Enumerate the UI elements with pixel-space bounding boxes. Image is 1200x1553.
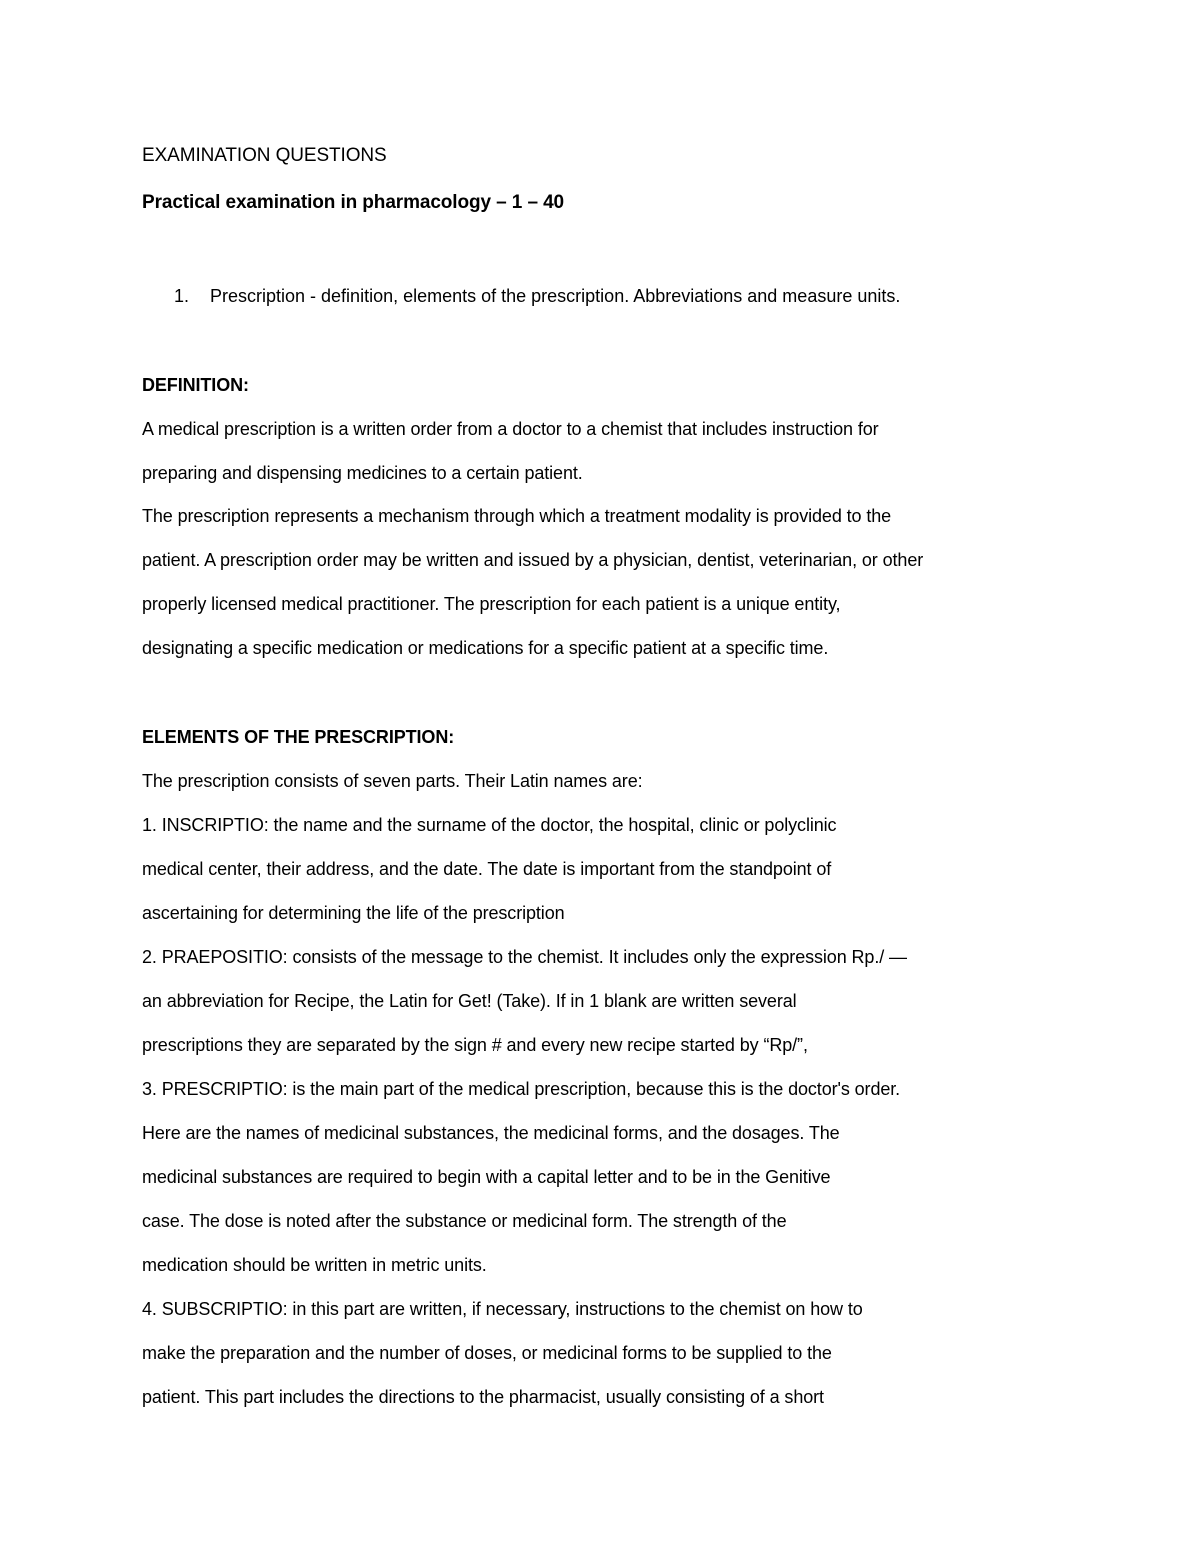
elements-line: ascertaining for determining the life of the prescription [142, 903, 565, 923]
elements-line: 3. PRESCRIPTIO: is the main part of the medical prescription, because this is the doctor's order. [142, 1079, 901, 1099]
elements-title: ELEMENTS OF THE PRESCRIPTION: [142, 727, 455, 747]
elements-line: medical center, their address, and the date. The date is important from the standpoint of [142, 859, 832, 879]
page-subheading: Practical examination in pharmacology – 1 – 40 [142, 192, 565, 213]
elements-line: 4. SUBSCRIPTIO: in this part are written, if necessary, instructions to the chemist on how to [142, 1299, 863, 1319]
definition-line: designating a specific medication or medications for a specific patient at a specific time. [142, 638, 829, 658]
elements-line: medicinal substances are required to begin with a capital letter and to be in the Genitive [142, 1167, 831, 1187]
elements-line: The prescription consists of seven parts. Their Latin names are: [142, 771, 643, 791]
elements-line: 1. INSCRIPTIO: the name and the surname of the doctor, the hospital, clinic or polyclinic [142, 815, 837, 835]
elements-line: 2. PRAEPOSITIO: consists of the message to the chemist. It includes only the expression Rp./ — [142, 947, 907, 967]
question-number: 1. [174, 286, 190, 306]
elements-line: make the preparation and the number of doses, or medicinal forms to be supplied to the [142, 1343, 832, 1363]
page-heading: EXAMINATION QUESTIONS [142, 145, 387, 166]
definition-line: preparing and dispensing medicines to a certain patient. [142, 463, 583, 483]
elements-line: medication should be written in metric units. [142, 1255, 487, 1275]
definition-line: The prescription represents a mechanism through which a treatment modality is provided to the [142, 506, 892, 526]
elements-line: case. The dose is noted after the substance or medicinal form. The strength of the [142, 1211, 787, 1231]
elements-line: Here are the names of medicinal substances, the medicinal forms, and the dosages. The [142, 1123, 840, 1143]
definition-line: patient. A prescription order may be written and issued by a physician, dentist, veterinarian, or other [142, 550, 924, 570]
elements-line: an abbreviation for Recipe, the Latin for Get! (Take). If in 1 blank are written several [142, 991, 797, 1011]
definition-line: A medical prescription is a written order from a doctor to a chemist that includes instruction for [142, 419, 879, 439]
elements-line: prescriptions they are separated by the sign # and every new recipe started by “Rp/”, [142, 1035, 808, 1055]
definition-line: properly licensed medical practitioner. The prescription for each patient is a unique entity, [142, 594, 841, 614]
question-text: Prescription - definition, elements of the prescription. Abbreviations and measure units. [210, 286, 901, 306]
elements-line: patient. This part includes the directions to the pharmacist, usually consisting of a short [142, 1387, 824, 1407]
definition-title: DEFINITION: [142, 375, 249, 395]
